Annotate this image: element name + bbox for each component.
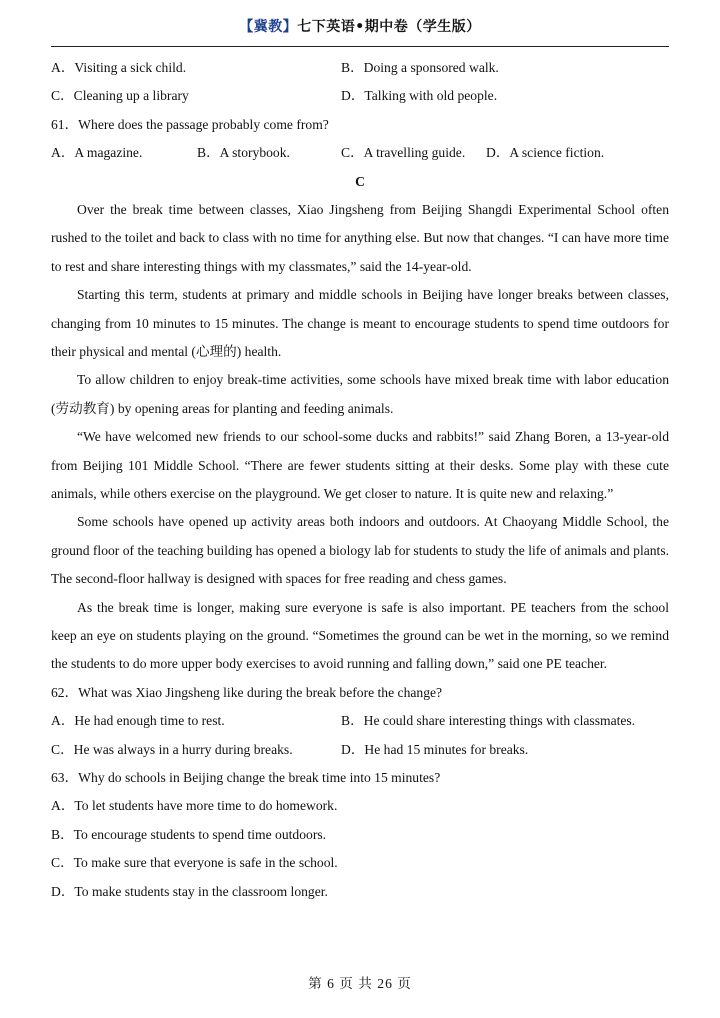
q62-question: 62．What was Xiao Jingsheng like during the break before the change? (51, 684, 443, 700)
q61-question: 61．Where does the passage probably come from? (51, 116, 329, 132)
q61-option-b: B．A storybook. (197, 145, 290, 161)
page-content (51, 54, 669, 906)
q63-option-c: C．To make sure that everyone is safe in the school. (51, 855, 338, 871)
q63-question: 63．Why do schools in Beijing change the break time into 15 minutes? (51, 770, 441, 786)
q60-option-a: A．Visiting a sick child. (51, 60, 187, 75)
passage-paragraph-5: Some schools have opened up activity areas both indoors and outdoors. At Chaoyang Middle School, the ground floor of the teaching building has opened a biology lab for students to study the life of animals and plants. The second-floor hallway is designed with spaces for free reading and chess games. (51, 514, 670, 587)
passage-paragraph-6: As the break time is longer, making sure everyone is safe is also important. PE teachers from the school keep an eye on students playing on the ground. “Sometimes the ground can be wet in the morning, so we remind the students to do more upper body exercises to avoid running and falling down,” said one PE teacher. (51, 599, 669, 672)
q62-options-row-2 (51, 736, 669, 764)
q61-option-c: C．A travelling guide. (341, 145, 466, 161)
q61-options-row (51, 139, 669, 167)
q60-option-b: B．Doing a sponsored walk. (341, 60, 499, 75)
q62-option-a: A．He had enough time to rest. (51, 713, 225, 729)
passage-paragraph-3: To allow children to enjoy break-time activities, some schools have mixed break time with labor education (劳动教育) by opening areas for planting and feeding animals. (51, 372, 669, 416)
q62-options-row-1 (51, 707, 669, 735)
q61-option-d: D．A science fiction. (486, 145, 605, 161)
q60-options-row-1 (51, 54, 669, 82)
q62-option-b: B．He could share interesting things with classmates. (341, 713, 636, 729)
passage-paragraph-4: “We have welcomed new friends to our school-some ducks and rabbits!” said Zhang Boren, a 13-year-old from Beijing 101 Middle School. “There are fewer students sitting at their desks. Some play with these cute animals, while others exercise on the playground. We get closer to nature. It is quite new and relaxing.” (51, 429, 669, 502)
reading-passage (51, 196, 669, 679)
q63-option-a: A．To let students have more time to do homework. (51, 798, 338, 814)
q62-option-c: C．He was always in a hurry during breaks. (51, 741, 293, 757)
page-number: 第 6 页 共 26 页 (308, 976, 412, 991)
q61-option-a: A．A magazine. (51, 145, 143, 161)
header-title: 七下英语•期中卷（学生版） (297, 19, 481, 35)
q60-options-row-2 (51, 82, 669, 110)
passage-paragraph-1: Over the break time between classes, Xiao Jingsheng from Beijing Shangdi Experimental School often rushed to the toilet and back to class with no time for anything else. But now that changes. “I can have more time to rest and share interesting things with my classmates,” said the 14-year-old. (51, 201, 669, 274)
q62-option-d: D．He had 15 minutes for breaks. (341, 741, 529, 757)
q63-option-b: B．To encourage students to spend time outdoors. (51, 826, 327, 842)
q60-option-c: C．Cleaning up a library (51, 88, 189, 104)
header-divider (51, 46, 669, 47)
q63-option-d: D．To make students stay in the classroom longer. (51, 883, 328, 899)
page-header (0, 16, 720, 36)
header-bracket-title: 【冀教】 (239, 19, 298, 35)
passage-paragraph-2: Starting this term, students at primary and middle schools in Beijing have longer breaks between classes, changing from 10 minutes to 15 minutes. The change is meant to encourage students to spend time outdoors for their physical and mental (心理的) health. (51, 287, 669, 359)
q60-option-d: D．Talking with old people. (341, 88, 498, 104)
section-label: C (355, 173, 365, 189)
